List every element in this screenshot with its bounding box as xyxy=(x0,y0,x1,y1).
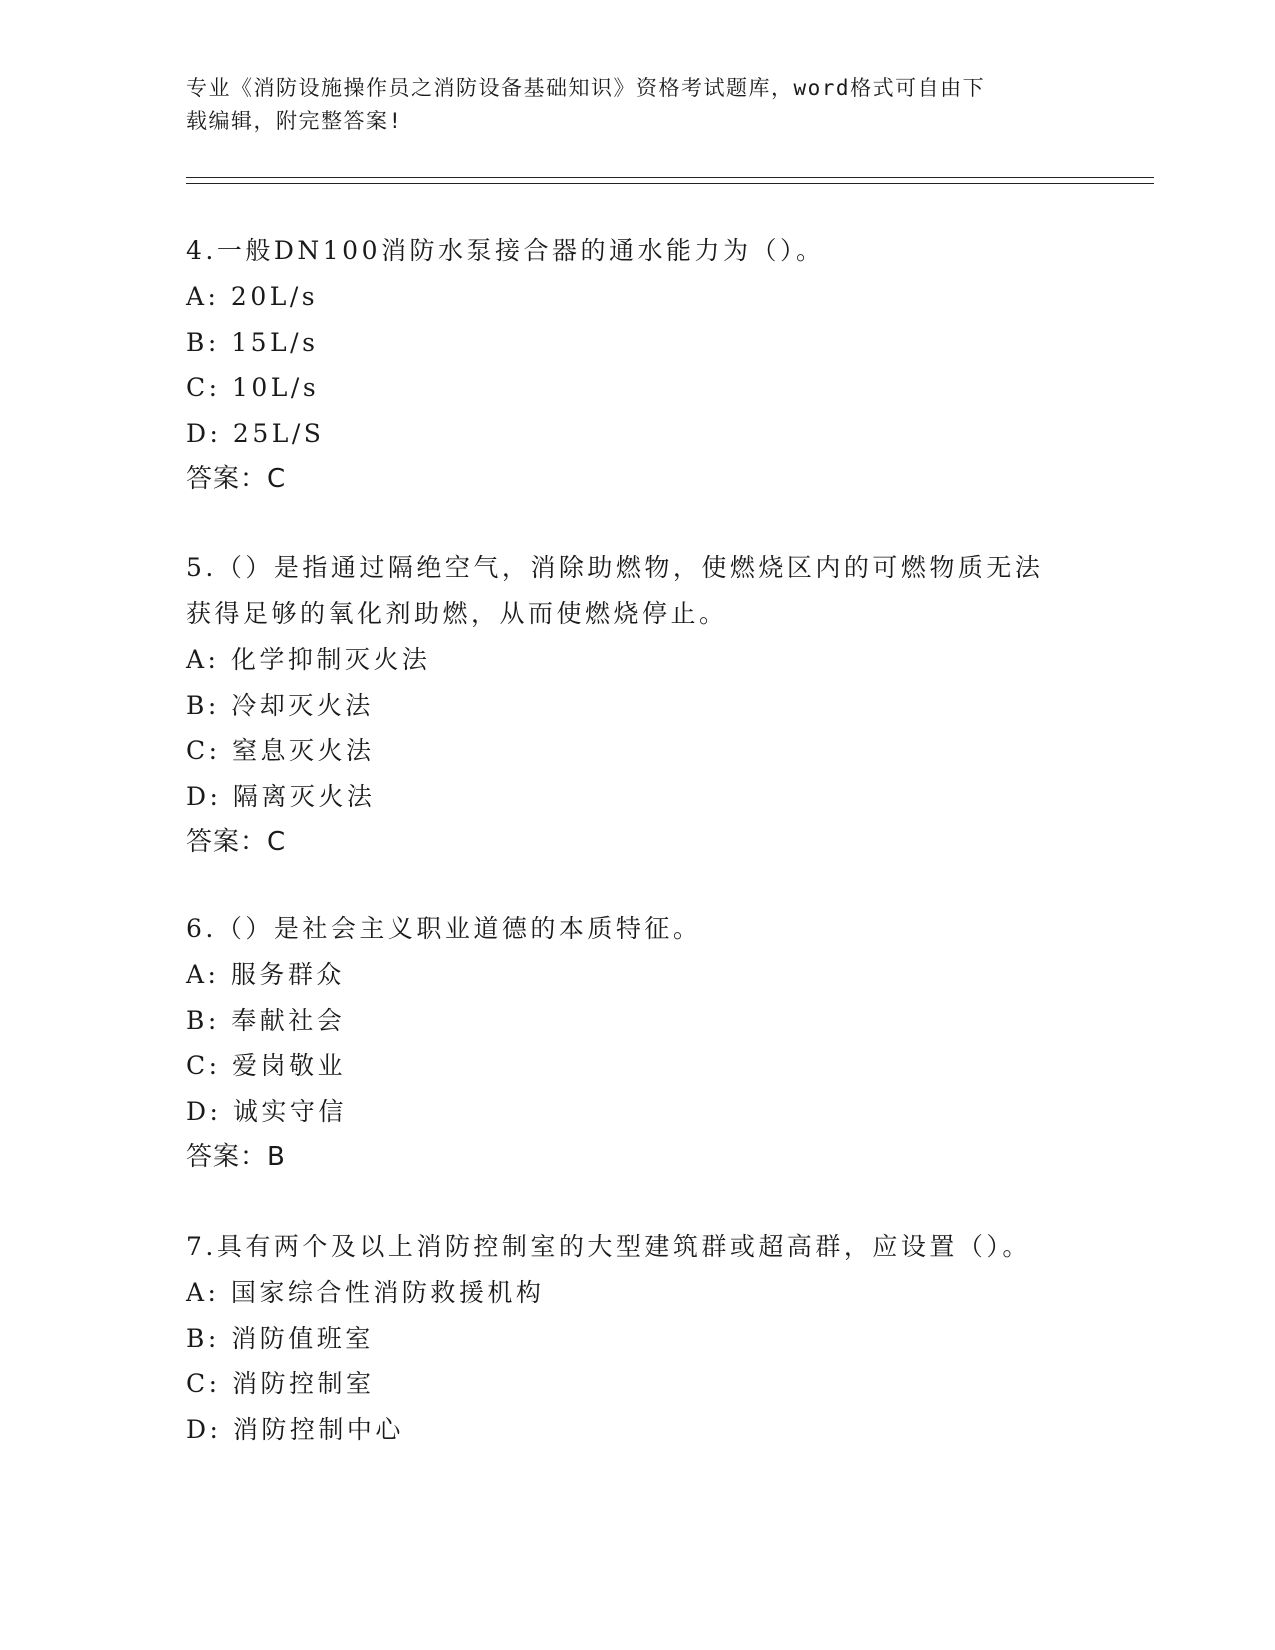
option-d: D: 诚实守信 xyxy=(186,1096,347,1126)
option-d: D: 消防控制中心 xyxy=(186,1414,404,1444)
header-divider-top xyxy=(186,177,1154,178)
option-c: C: 爱岗敬业 xyxy=(186,1051,346,1080)
option-d: D: 25L/S xyxy=(186,418,325,448)
question-stem: 6.（）是社会主义职业道德的本质特征。 xyxy=(186,914,702,943)
question-stem: 4.一般DN100消防水泵接合器的通水能力为（）。 xyxy=(186,236,825,265)
question-6 xyxy=(186,906,1086,1180)
document-header xyxy=(186,72,1066,138)
option-d: D: 隔离灭火法 xyxy=(186,781,376,811)
question-5 xyxy=(186,545,1086,865)
option-b: B: 消防值班室 xyxy=(186,1323,374,1353)
option-a: A: 国家综合性消防救援机构 xyxy=(186,1278,545,1307)
answer-label: 答案：B xyxy=(186,1142,286,1172)
question-stem-line-2: 获得足够的氧化剂助燃，从而使燃烧停止。 xyxy=(186,599,728,628)
option-a: A: 化学抑制灭火法 xyxy=(186,645,431,674)
option-c: C: 10L/s xyxy=(186,373,320,402)
option-c: C: 窒息灭火法 xyxy=(186,736,375,765)
header-divider-bottom xyxy=(186,183,1154,184)
answer-label: 答案：C xyxy=(186,464,287,494)
header-line-2: 载编辑，附完整答案! xyxy=(186,109,403,133)
option-a: A: 20L/s xyxy=(186,282,319,311)
question-4 xyxy=(186,228,1086,502)
header-line-1: 专业《消防设施操作员之消防设备基础知识》资格考试题库，word格式可自由下 xyxy=(186,76,986,100)
option-b: B: 15L/s xyxy=(186,327,319,357)
option-c: C: 消防控制室 xyxy=(186,1369,375,1398)
option-b: B: 冷却灭火法 xyxy=(186,690,374,720)
question-stem: 7.具有两个及以上消防控制室的大型建筑群或超高群，应设置（）。 xyxy=(186,1232,1031,1261)
answer-label: 答案：C xyxy=(186,827,287,857)
question-7 xyxy=(186,1224,1086,1452)
question-stem-line-1: 5.（）是指通过隔绝空气，消除助燃物，使燃烧区内的可燃物质无法 xyxy=(186,553,1044,582)
option-b: B: 奉献社会 xyxy=(186,1005,346,1035)
option-a: A: 服务群众 xyxy=(186,960,345,989)
